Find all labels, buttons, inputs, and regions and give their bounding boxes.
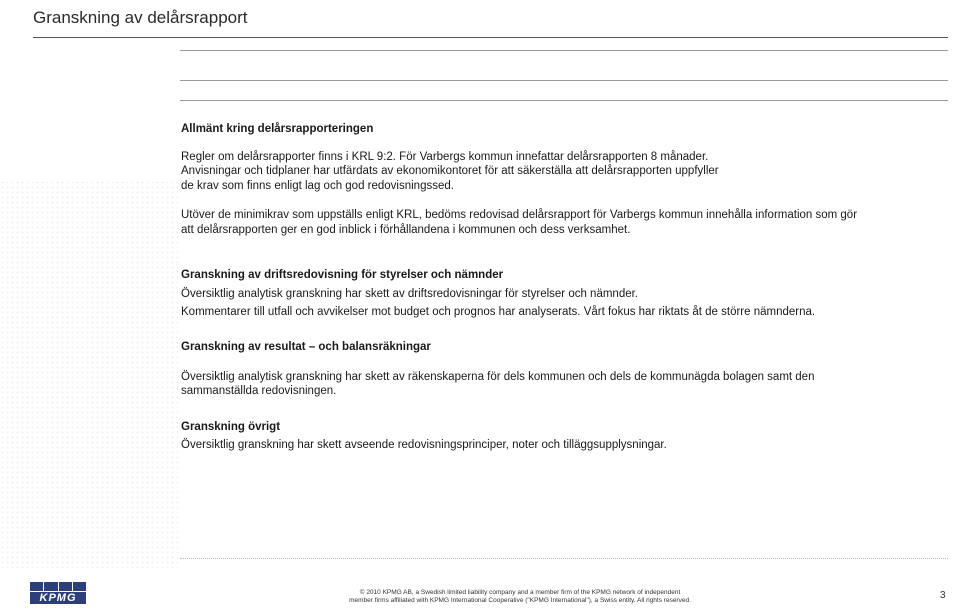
- header-rule: [33, 37, 948, 38]
- copyright-line: © 2010 KPMG AB, a Swedish limited liability company and a member firm of the KPMG network of independent: [359, 589, 681, 596]
- paragraph: Översiktlig analytisk granskning har skett av driftsredovisningar för styrelser och nämnder.: [181, 287, 639, 300]
- paragraph: de krav som finns enligt lag och god redovisningssed.: [181, 179, 454, 192]
- paragraph: Översiktlig granskning har skett avseende redovisningsprinciper, noter och tilläggsupplysningar.: [181, 438, 667, 451]
- sidebar-pattern: [0, 180, 178, 570]
- divider-line: [180, 80, 948, 81]
- section-allmant: [181, 122, 921, 237]
- paragraph: Kommentarer till utfall och avvikelser mot budget och prognos har analyserats. Vårt fokus har riktats åt de större nämnderna.: [181, 306, 816, 318]
- paragraph: Regler om delårsrapporter finns i KRL 9:2. För Varbergs kommun innefattar delårsrapporten 8 månader.: [181, 150, 709, 163]
- section-heading: Granskning övrigt: [181, 421, 281, 433]
- section-heading: Granskning av resultat – och balansräkningar: [181, 341, 431, 353]
- footer-copyright: [280, 589, 760, 605]
- kpmg-logo: [30, 582, 86, 604]
- logo-boxes: [30, 582, 86, 591]
- paragraph: Översiktlig analytisk granskning har skett av räkenskaperna för dels kommunen och dels de kommunägda bolagen samt den: [181, 370, 815, 383]
- paragraph: Anvisningar och tidplaner har utfärdats av ekonomikontoret för att säkerställa att delårsrapporten uppfyller: [181, 165, 719, 177]
- page-number: 3: [940, 590, 946, 601]
- section-heading: Granskning av driftsredovisning för styrelser och nämnder: [181, 269, 504, 281]
- section-heading: Allmänt kring delårsrapporteringen: [181, 123, 374, 135]
- paragraph: Utöver de minimikrav som uppställs enligt KRL, bedöms redovisad delårsrapport för Varbergs kommun innehålla information som gör: [181, 209, 858, 221]
- divider-line: [180, 558, 948, 559]
- paragraph: att delårsrapporten ger en god inblick i förhållandena i kommunen och dess verksamhet.: [181, 223, 631, 236]
- divider-line: [180, 100, 948, 101]
- divider-line: [180, 50, 948, 51]
- page-title: Granskning av delårsrapport: [33, 8, 248, 27]
- paragraph: sammanställda redovisningen.: [181, 385, 337, 397]
- copyright-line: member firms affiliated with KPMG International Cooperative ("KPMG International"), a Swiss entity. All rights reserved.: [349, 597, 691, 604]
- section-drift: [181, 268, 921, 320]
- section-ovrigt: [181, 420, 921, 452]
- logo-wordmark: KPMG: [30, 592, 86, 604]
- section-resultat: [181, 340, 921, 399]
